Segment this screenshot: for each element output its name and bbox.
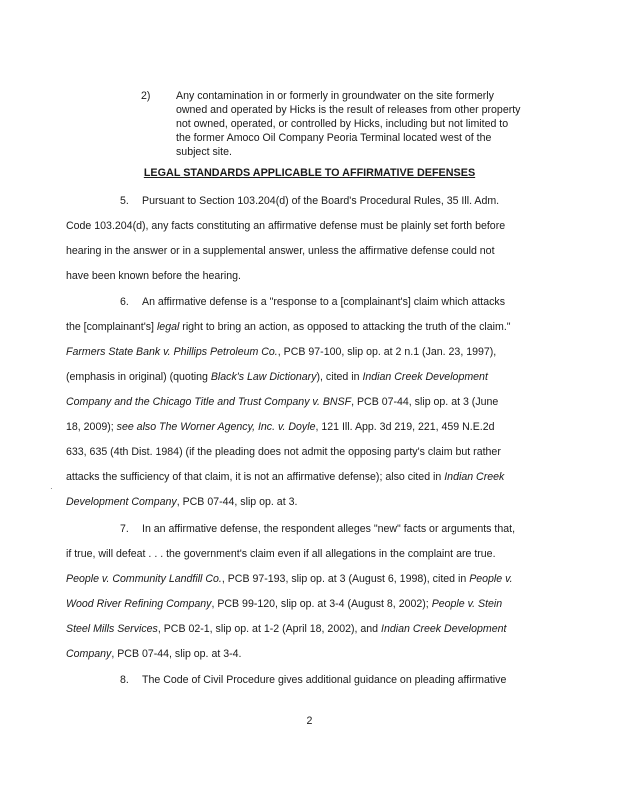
scan-speck: · bbox=[50, 484, 53, 493]
paragraph-line: have been known before the hearing. bbox=[66, 270, 241, 282]
paragraph-line: Farmers State Bank v. Phillips Petroleum Co., PCB 97-100, slip op. at 2 n.1 (Jan. 23, 1997), bbox=[66, 346, 497, 358]
paragraph-line: hearing in the answer or in a supplemental answer, unless the affirmative defense could not bbox=[66, 245, 495, 257]
paragraph-line: People v. Community Landfill Co., PCB 97-193, slip op. at 3 (August 6, 1998), cited in People v. bbox=[66, 573, 513, 585]
paragraph-line: In an affirmative defense, the respondent alleges "new" facts or arguments that, bbox=[142, 523, 516, 535]
list-item-line: the former Amoco Oil Company Peoria Terminal located west of the bbox=[176, 132, 492, 144]
paragraph-number: 6. bbox=[120, 296, 129, 308]
paragraph-line: if true, will defeat . . . the government's claim even if all allegations in the complaint are true. bbox=[66, 548, 496, 560]
paragraph-line: Wood River Refining Company, PCB 99-120, slip op. at 3-4 (August 8, 2002); People v. Stein bbox=[66, 598, 503, 610]
paragraph-line: 18, 2009); see also The Worner Agency, Inc. v. Doyle, 121 Ill. App. 3d 219, 221, 459 N.E.2d bbox=[66, 421, 495, 433]
paragraph-line: The Code of Civil Procedure gives additional guidance on pleading affirmative bbox=[142, 674, 507, 686]
list-item-line: Any contamination in or formerly in groundwater on the site formerly bbox=[176, 90, 494, 102]
paragraph-line: Company and the Chicago Title and Trust Company v. BNSF, PCB 07-44, slip op. at 3 (June bbox=[66, 396, 499, 408]
list-item-number: 2) bbox=[141, 90, 151, 102]
list-item-line: not owned, operated, or controlled by Hicks, including but not limited to bbox=[176, 118, 509, 130]
paragraph-line: An affirmative defense is a "response to a [complainant's] claim which attacks bbox=[142, 296, 506, 308]
list-item-line: owned and operated by Hicks is the result of releases from other property bbox=[176, 104, 521, 116]
list-item-line: subject site. bbox=[176, 146, 232, 158]
section-heading: LEGAL STANDARDS APPLICABLE TO AFFIRMATIVE DEFENSES bbox=[143, 167, 476, 179]
paragraph-number: 7. bbox=[120, 523, 129, 535]
paragraph-line: Company, PCB 07-44, slip op. at 3-4. bbox=[66, 648, 242, 660]
paragraph-line: the [complainant's] legal right to bring an action, as opposed to attacking the truth of the claim." bbox=[66, 321, 511, 333]
paragraph-number: 5. bbox=[120, 195, 129, 207]
paragraph-line: Steel Mills Services, PCB 02-1, slip op. at 1-2 (April 18, 2002), and Indian Creek Development bbox=[66, 623, 507, 635]
page-number: 2 bbox=[306, 715, 313, 727]
paragraph-line: Development Company, PCB 07-44, slip op. at 3. bbox=[66, 496, 298, 508]
paragraph-number: 8. bbox=[120, 674, 129, 686]
paragraph-line: 633, 635 (4th Dist. 1984) (if the pleading does not admit the opposing party's claim but rather bbox=[66, 446, 501, 458]
paragraph-line: attacks the sufficiency of that claim, it is not an affirmative defense); also cited in Indian Creek bbox=[66, 471, 505, 483]
paragraph-line: Code 103.204(d), any facts constituting an affirmative defense must be plainly set forth before bbox=[66, 220, 506, 232]
paragraph-line: Pursuant to Section 103.204(d) of the Board's Procedural Rules, 35 Ill. Adm. bbox=[142, 195, 500, 207]
paragraph-line: (emphasis in original) (quoting Black's Law Dictionary), cited in Indian Creek Development bbox=[66, 371, 488, 383]
